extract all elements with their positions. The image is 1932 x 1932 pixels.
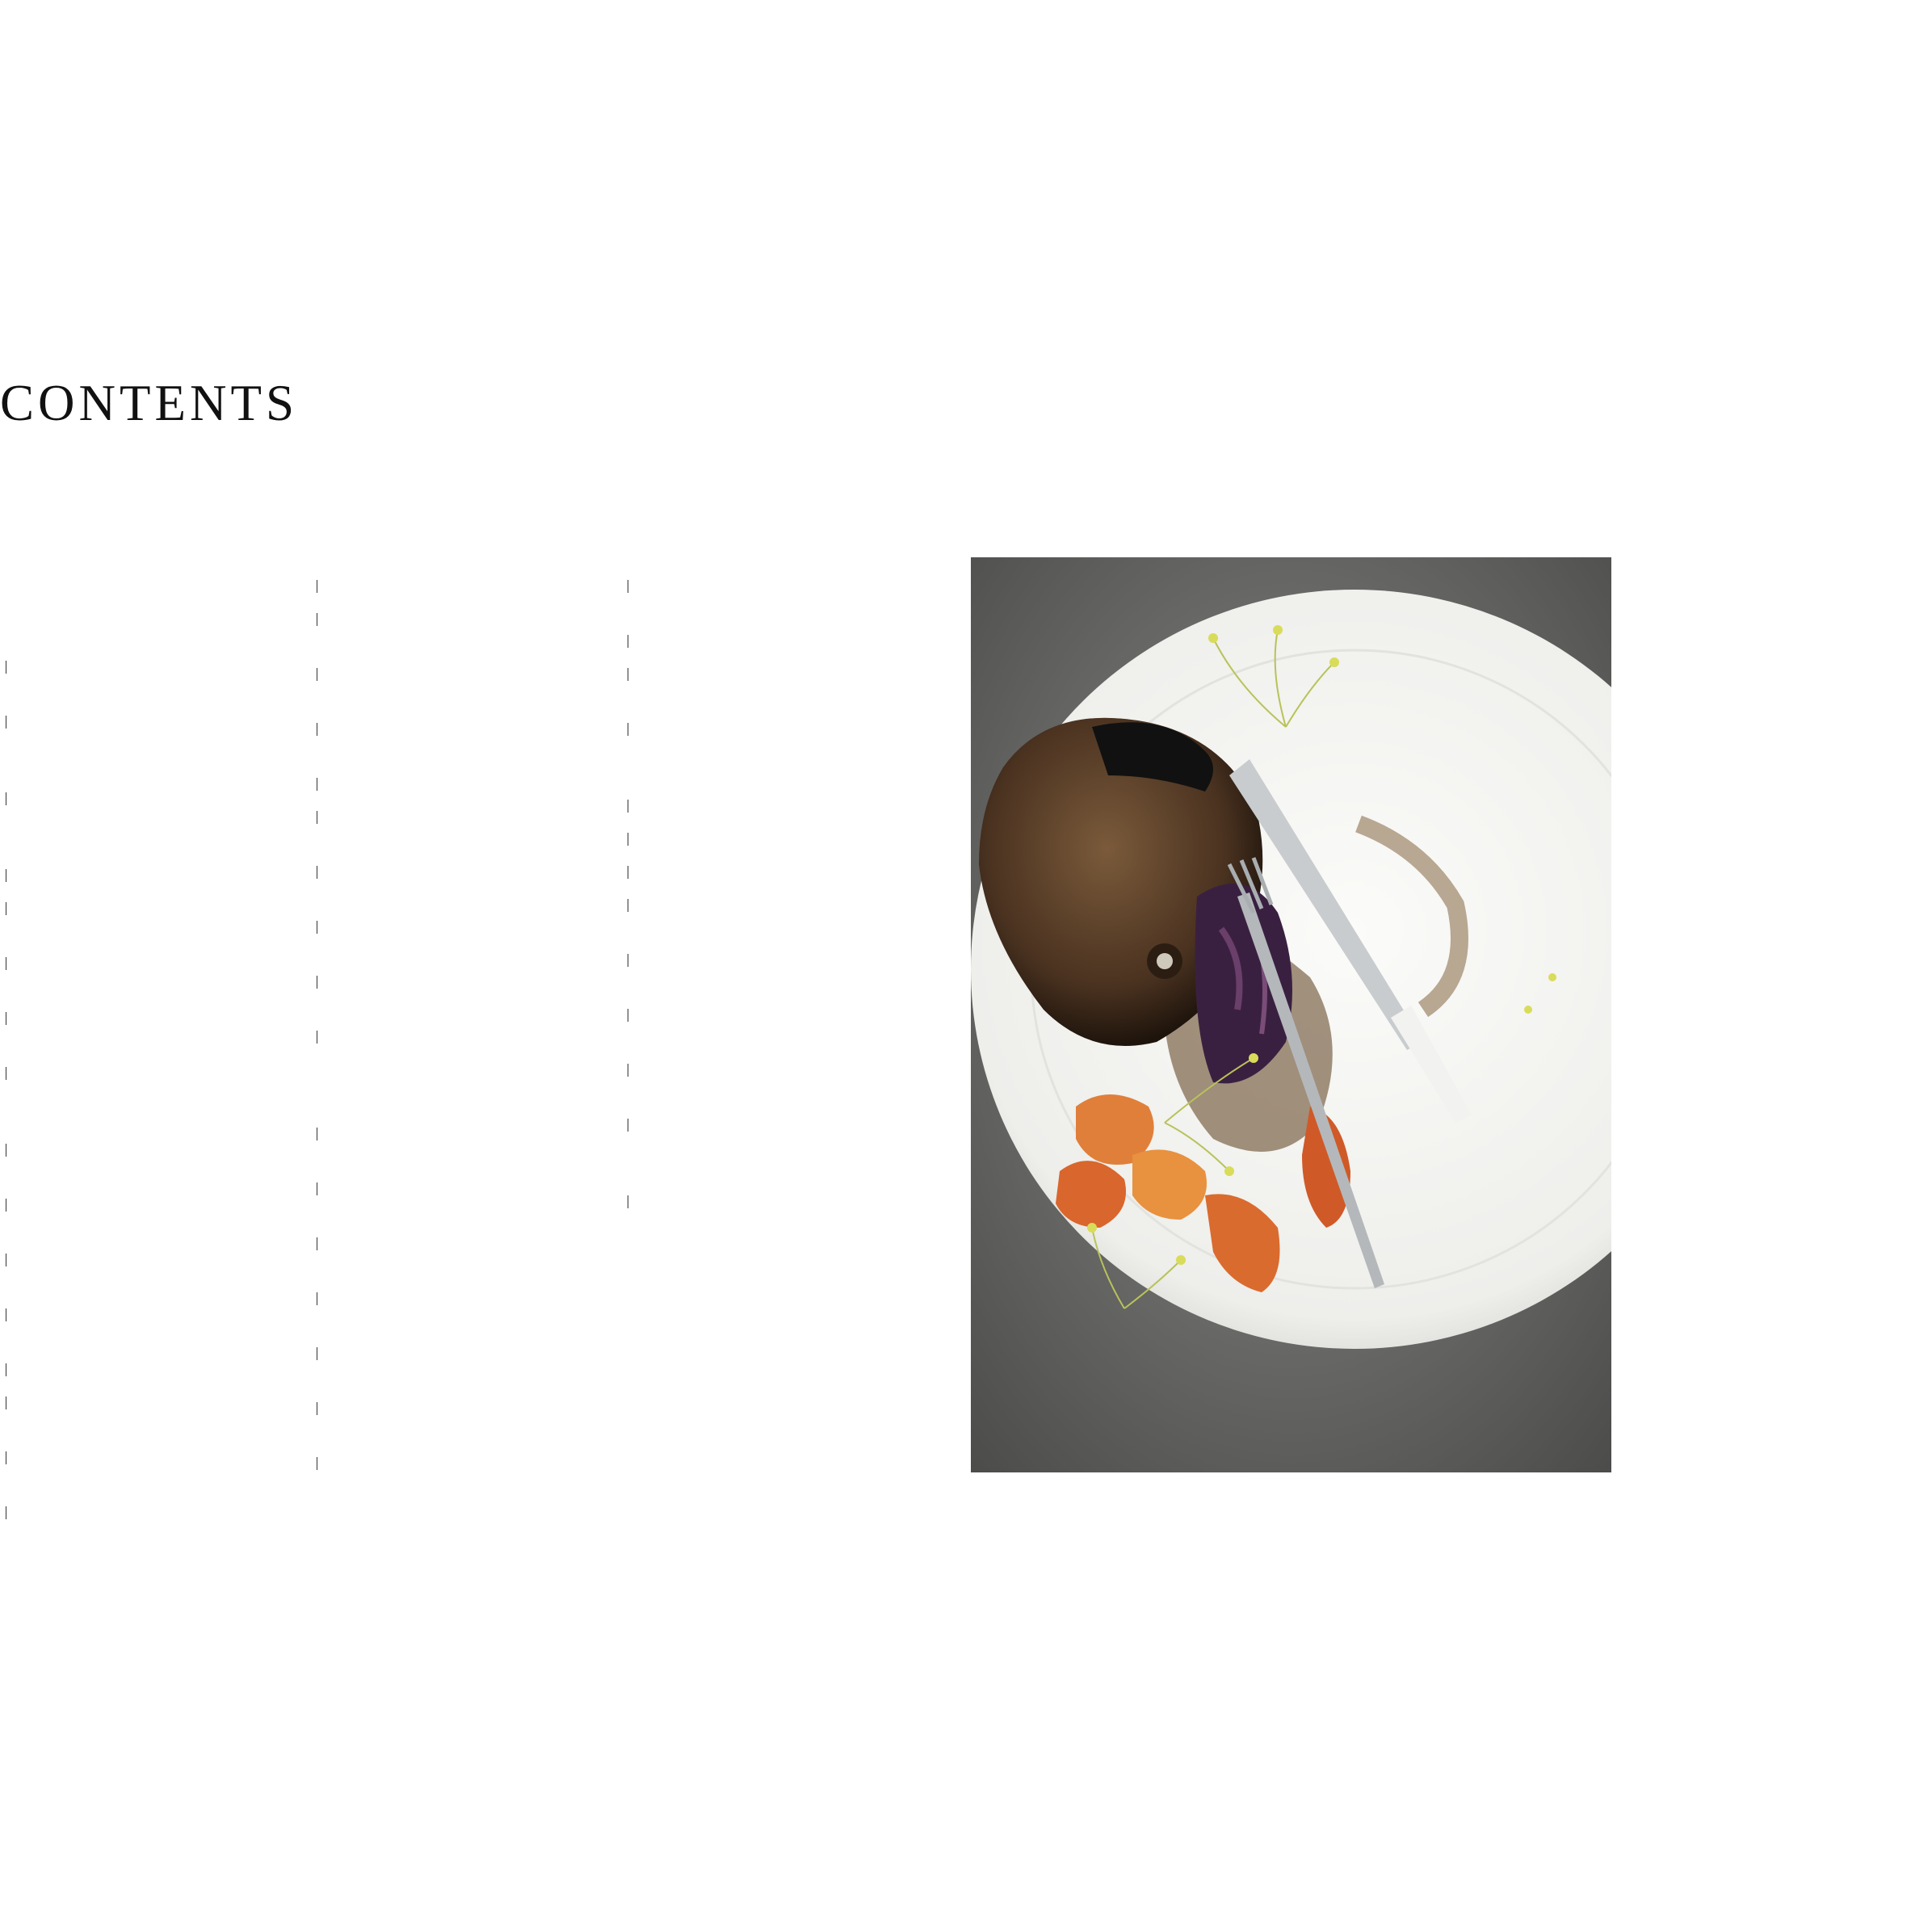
toc-entry bbox=[0, 1040, 299, 1085]
toc-entry bbox=[311, 1156, 610, 1200]
toc-entry bbox=[311, 1211, 610, 1255]
page-number bbox=[628, 723, 636, 736]
toc-entry bbox=[622, 894, 921, 917]
toc-entry bbox=[311, 553, 610, 598]
toc-entry bbox=[311, 1376, 610, 1420]
page-number bbox=[317, 1182, 325, 1195]
page-number bbox=[628, 635, 636, 648]
toc-entry bbox=[0, 985, 299, 1030]
toc-entry bbox=[622, 1037, 921, 1082]
page-number bbox=[6, 1199, 14, 1212]
toc-entry bbox=[311, 1430, 610, 1475]
page-number bbox=[317, 976, 325, 989]
page-number bbox=[317, 866, 325, 879]
toc-entry bbox=[622, 663, 921, 686]
toc-entry bbox=[0, 634, 299, 678]
toc-entry bbox=[311, 1321, 610, 1365]
toc-entry bbox=[0, 1392, 299, 1414]
page-number bbox=[628, 1119, 636, 1132]
food-photo-illustration bbox=[971, 557, 1611, 1472]
page-number bbox=[317, 811, 325, 824]
toc-entry bbox=[311, 839, 610, 884]
page-number bbox=[628, 954, 636, 967]
toc-entry bbox=[311, 641, 610, 686]
page-number bbox=[6, 1363, 14, 1376]
toc-entry bbox=[0, 897, 299, 920]
page-number bbox=[628, 833, 636, 846]
page-title: CONTENTS bbox=[0, 375, 298, 431]
page-number bbox=[628, 580, 636, 593]
toc-entry bbox=[0, 1480, 299, 1524]
toc-entry bbox=[0, 689, 299, 733]
toc-entry bbox=[0, 821, 299, 887]
toc-entry bbox=[311, 696, 610, 741]
toc-entry bbox=[0, 1172, 299, 1216]
toc-entry bbox=[311, 949, 610, 993]
page-number bbox=[6, 792, 14, 805]
page-number bbox=[317, 668, 325, 681]
page-number bbox=[6, 902, 14, 915]
section-spacer bbox=[0, 589, 299, 632]
page-number bbox=[317, 1292, 325, 1305]
page-number bbox=[6, 716, 14, 729]
toc-entry bbox=[622, 553, 921, 598]
page-number bbox=[6, 661, 14, 674]
page-number bbox=[6, 869, 14, 882]
toc-column-2 bbox=[311, 553, 610, 1485]
toc-entry bbox=[311, 608, 610, 631]
toc-entry bbox=[622, 751, 921, 817]
toc-entry bbox=[0, 744, 299, 810]
page-number bbox=[6, 1451, 14, 1464]
page-number bbox=[6, 1254, 14, 1266]
toc-entry bbox=[311, 806, 610, 829]
toc-entry bbox=[311, 1266, 610, 1310]
toc-column-3 bbox=[622, 553, 921, 1224]
toc-entry bbox=[622, 828, 921, 850]
toc-entry bbox=[0, 1425, 299, 1469]
page-number bbox=[6, 957, 14, 970]
page-number bbox=[628, 1009, 636, 1022]
page-number bbox=[317, 1457, 325, 1470]
page-number bbox=[317, 1347, 325, 1360]
toc-entry bbox=[311, 894, 610, 939]
page-number bbox=[6, 1067, 14, 1080]
page-number bbox=[628, 668, 636, 681]
toc-entry bbox=[311, 1004, 610, 1048]
toc-entry bbox=[0, 1095, 299, 1161]
page-number bbox=[6, 1308, 14, 1321]
toc-entry bbox=[311, 1101, 610, 1145]
page-number bbox=[628, 800, 636, 813]
page-number bbox=[317, 1128, 325, 1140]
page-number bbox=[628, 866, 636, 879]
page-number bbox=[317, 723, 325, 736]
toc-entry bbox=[0, 1227, 299, 1271]
page-number bbox=[317, 921, 325, 934]
toc-entry bbox=[622, 1092, 921, 1136]
toc-entry bbox=[0, 1337, 299, 1381]
toc-entry bbox=[0, 930, 299, 975]
toc-entry bbox=[622, 861, 921, 884]
page-number bbox=[628, 1064, 636, 1077]
page-number bbox=[628, 899, 636, 912]
page-number bbox=[317, 778, 325, 791]
page-number bbox=[6, 1144, 14, 1157]
page-number bbox=[317, 1031, 325, 1044]
page-number bbox=[317, 580, 325, 593]
page-number bbox=[6, 1506, 14, 1519]
page-number bbox=[628, 1195, 636, 1208]
page-number bbox=[317, 613, 325, 626]
page-number bbox=[317, 1237, 325, 1250]
page-number bbox=[317, 1402, 325, 1415]
section-heading bbox=[0, 551, 299, 587]
page-number bbox=[6, 1396, 14, 1409]
toc-entry bbox=[0, 1282, 299, 1326]
toc-entry bbox=[622, 1147, 921, 1213]
toc-entry bbox=[622, 696, 921, 741]
toc-entry bbox=[622, 608, 921, 653]
toc-column-1 bbox=[0, 551, 299, 1535]
section-spacer bbox=[311, 1059, 610, 1099]
food-photo bbox=[971, 557, 1611, 1472]
toc-entry bbox=[311, 751, 610, 796]
toc-entry bbox=[622, 927, 921, 972]
toc-entry bbox=[622, 982, 921, 1027]
page-number bbox=[6, 1012, 14, 1025]
